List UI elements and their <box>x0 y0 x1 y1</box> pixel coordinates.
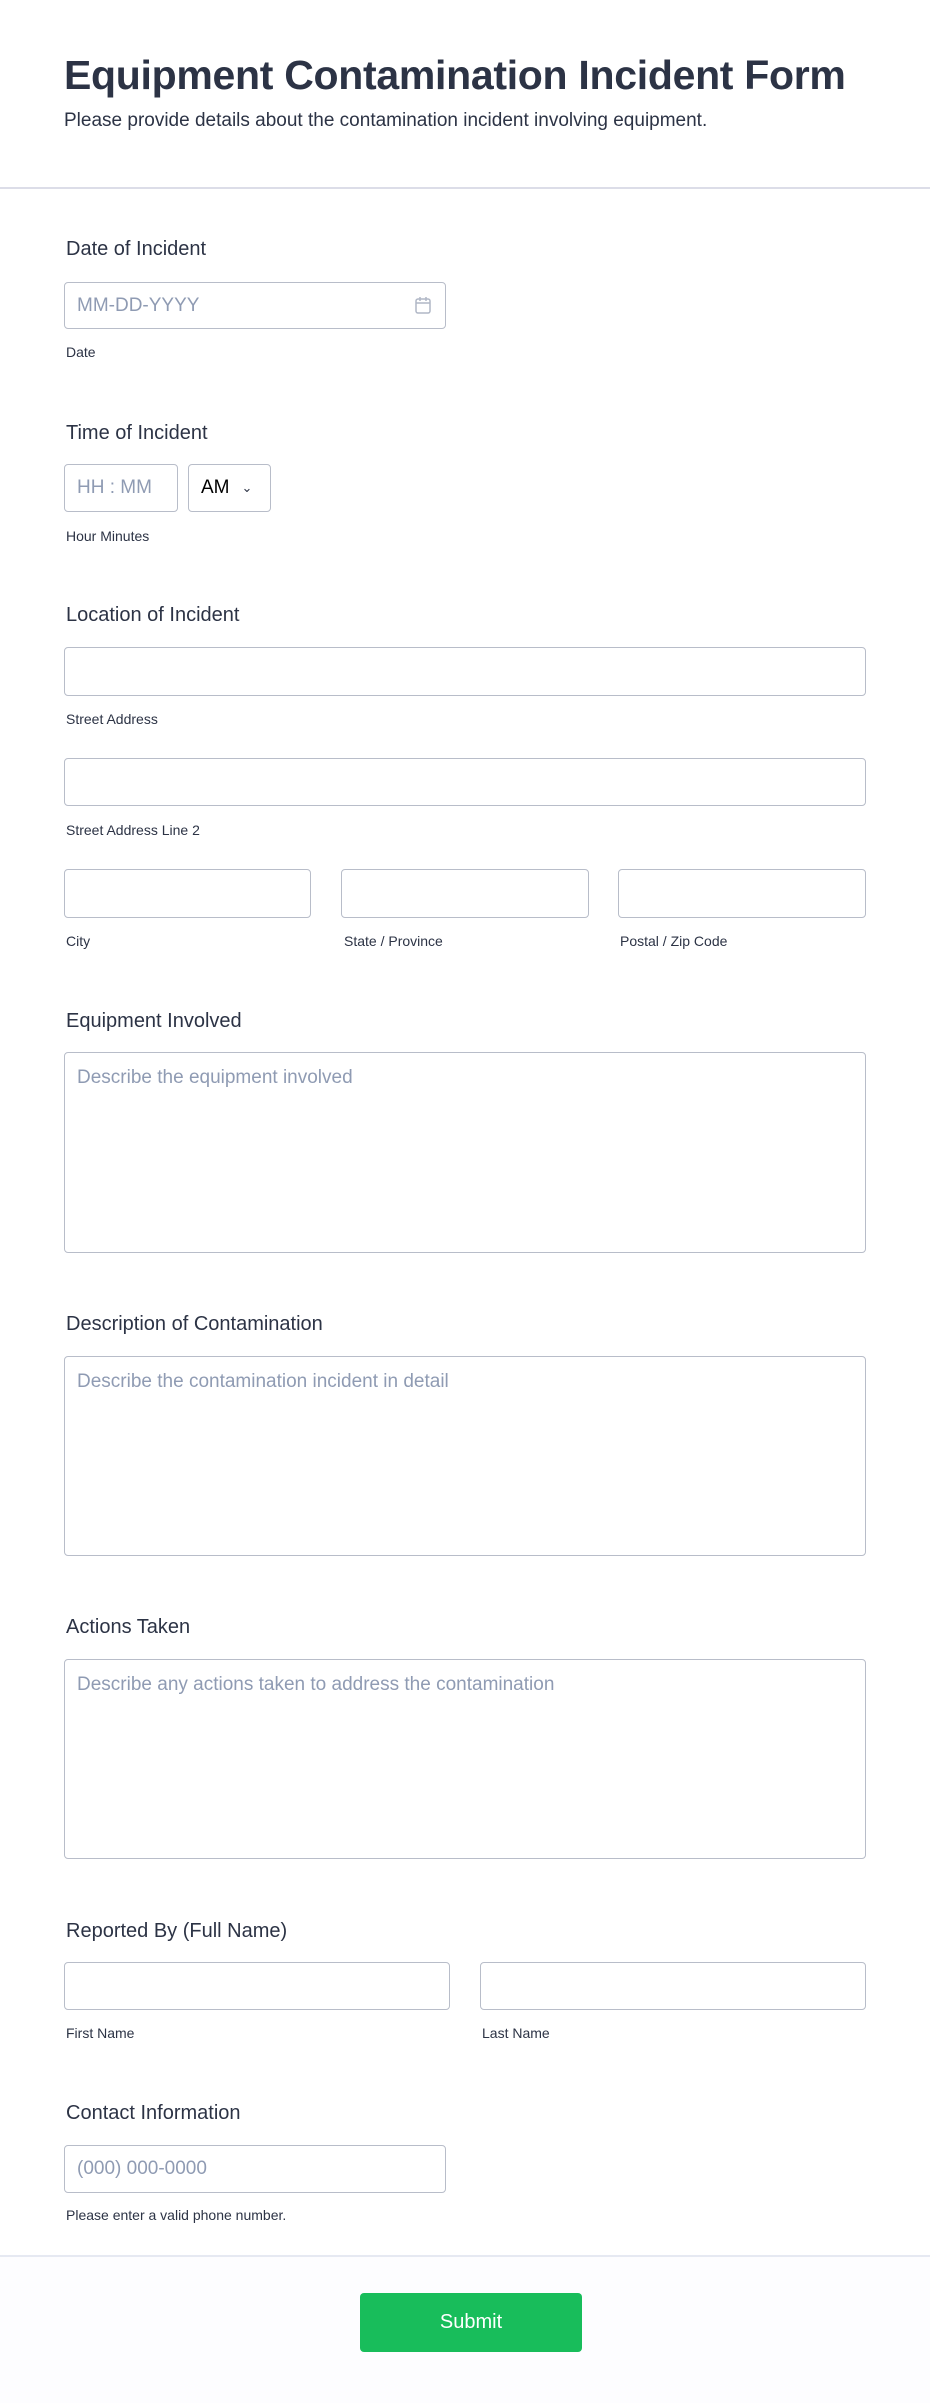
phone-help: Please enter a valid phone number. <box>66 2207 287 2223</box>
actions-label: Actions Taken <box>66 1616 191 1638</box>
state-input[interactable] <box>341 869 589 918</box>
ampm-select[interactable] <box>188 464 271 512</box>
city-input[interactable] <box>64 869 311 918</box>
time-label: Time of Incident <box>66 422 208 444</box>
equipment-textarea[interactable] <box>64 1052 866 1253</box>
equipment-label: Equipment Involved <box>66 1010 242 1032</box>
city-sublabel: City <box>66 933 91 949</box>
street2-sublabel: Street Address Line 2 <box>66 822 200 838</box>
time-sublabel: Hour Minutes <box>66 528 150 544</box>
state-sublabel: State / Province <box>344 933 443 949</box>
first-name-input[interactable] <box>64 1962 450 2010</box>
description-label: Description of Contamination <box>66 1313 323 1335</box>
location-label: Location of Incident <box>66 604 240 626</box>
street-input[interactable] <box>64 647 866 696</box>
calendar-icon[interactable] <box>414 295 432 315</box>
submit-button[interactable]: Submit <box>360 2293 582 2352</box>
contact-label: Contact Information <box>66 2102 241 2124</box>
zip-input[interactable] <box>618 869 866 918</box>
date-sublabel: Date <box>66 344 96 360</box>
first-name-sublabel: First Name <box>66 2025 135 2041</box>
date-label: Date of Incident <box>66 238 207 260</box>
chevron-down-icon: ⌄ <box>241 480 253 495</box>
phone-input[interactable] <box>64 2145 446 2193</box>
page-title: Equipment Contamination Incident Form <box>64 52 846 98</box>
header-divider <box>0 187 930 189</box>
description-textarea[interactable] <box>64 1356 866 1556</box>
last-name-input[interactable] <box>480 1962 866 2010</box>
last-name-sublabel: Last Name <box>482 2025 550 2041</box>
footer-divider <box>0 2255 930 2257</box>
actions-textarea[interactable] <box>64 1659 866 1859</box>
street-sublabel: Street Address <box>66 711 158 727</box>
ampm-value: AM <box>201 477 230 498</box>
time-input[interactable] <box>64 464 178 512</box>
street2-input[interactable] <box>64 758 866 806</box>
reporter-label: Reported By (Full Name) <box>66 1920 288 1942</box>
zip-sublabel: Postal / Zip Code <box>620 933 728 949</box>
date-input[interactable] <box>64 282 446 329</box>
page-subtitle: Please provide details about the contamination incident involving equipment. <box>64 110 708 131</box>
